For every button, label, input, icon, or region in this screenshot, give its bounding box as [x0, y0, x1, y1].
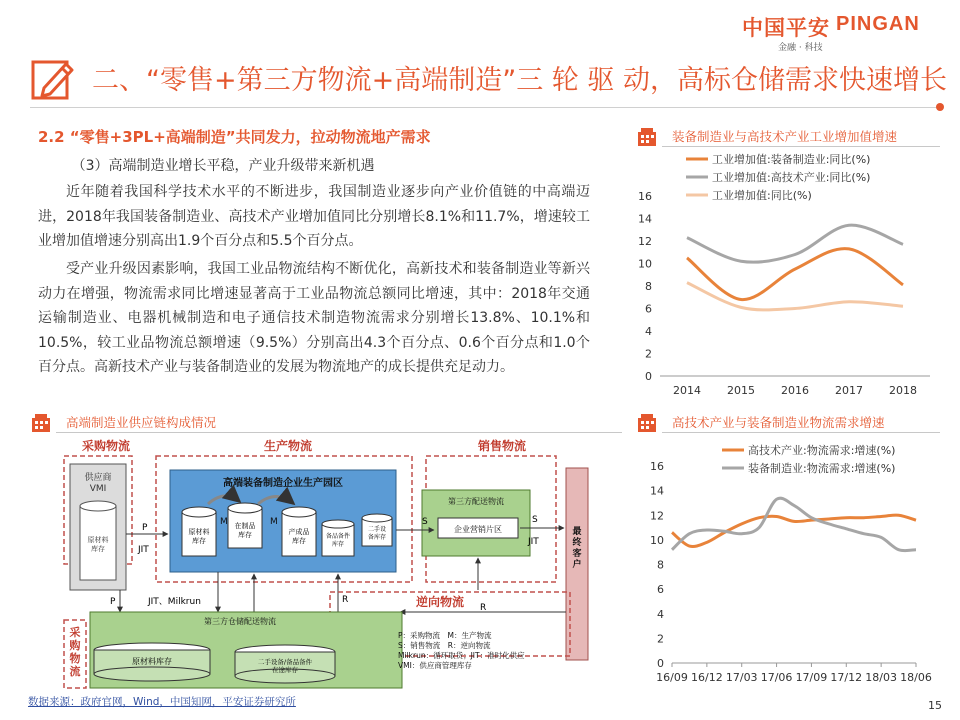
building-icon — [636, 126, 658, 148]
diagram-legend-line-1: P：采购物流 M：生产物流 — [398, 631, 492, 640]
warehouse-stock-raw — [94, 643, 210, 681]
page-number: 15 — [928, 699, 942, 712]
flow-jit1: JIT — [138, 545, 149, 555]
svg-text:产成品库存: 产成品库存 — [288, 528, 310, 545]
paragraph-2: 受产业升级因素影响，我国工业品物流结构不断优化，高新技术和装备制造业等新兴动力在增强，物流需求同比增速显著高于工业品物流总额同比增速，其中：2018年交通运输制造业、电器机械制造和电子通信技术制造物流需求分别增长13.8%、10.1%和10.5%，较工业品物流总额增速（9.5%）分别高出4.3个百分点、0.6个百分点和1.0个百分点。高新技术产业与装备制造业的发展为物流地产的成长提供充足动力。 — [38, 261, 590, 375]
y-tick-label: 6 — [657, 583, 664, 597]
procurement-label: 采购物流 — [82, 439, 131, 453]
section-heading: 2.2 “零售+3PL+高端制造”共同发力，拉动物流地产需求 — [38, 128, 431, 146]
y-tick-label: 16 — [650, 460, 664, 473]
supplier-label: 供应商 VMI — [84, 473, 112, 494]
x-tick-label: 18/06 — [900, 671, 932, 684]
final-customer-label: 最终客户 — [572, 527, 582, 570]
chart-bottom — [630, 438, 940, 690]
x-tick-label: 16/09 — [656, 671, 688, 684]
sales-label: 销售物流 — [478, 439, 527, 453]
y-tick-label: 2 — [645, 347, 652, 361]
building-icon — [30, 412, 52, 434]
flow-m2: M — [270, 517, 278, 527]
y-tick-label: 6 — [645, 302, 652, 316]
y-tick-label: 10 — [650, 533, 664, 547]
diagram-legend-line-4: VMI：供应商管理库存 — [398, 661, 472, 670]
data-source: 数据来源：政府官网，Wind，中国知网，平安证券研究所 — [28, 696, 296, 708]
diagram-title: 高端制造业供应链构成情况 — [66, 415, 217, 430]
y-tick-label: 10 — [638, 257, 652, 271]
y-tick-label: 0 — [645, 370, 652, 383]
y-tick-label: 4 — [657, 607, 664, 621]
flow-r1: R — [342, 595, 349, 605]
page-title: 二、“零售+第三方物流+高端制造”三 轮 驱 动，高标仓储需求快速增长 — [92, 65, 947, 96]
reverse-label: 逆向物流 — [416, 595, 465, 609]
title-divider — [30, 107, 940, 108]
svg-text:二手设备库存: 二手设备库存 — [367, 526, 387, 541]
svg-text:二手设备/备品备件在途库存: 二手设备/备品备件在途库存 — [257, 658, 313, 674]
diagram-legend-line-3: Milkrun：循环取货；JIT：准时化供应 — [398, 651, 525, 660]
x-tick-label: 2015 — [727, 384, 755, 397]
brand-logo-cn: 中国平安 — [742, 16, 830, 40]
chart-top-title: 装备制造业与高技术产业工业增加值增速 — [672, 129, 898, 144]
x-tick-label: 2017 — [835, 384, 863, 397]
paragraph-1: 近年随着我国科学技术水平的不断进步，我国制造业逐步向产业价值链的中高端迈进，2018年我国装备制造业、高技术产业增加值同比分别增长8.1%和11.7%，增速较工业增加值增速分别高出1.9个百分点和5.5个百分点。 — [38, 184, 590, 249]
flow-s1: S — [422, 517, 428, 527]
warehouse-stock-spare — [235, 645, 335, 683]
flow-jit-milkrun: JIT、Milkrun — [148, 597, 201, 607]
legend-label: 工业增加值:同比(%) — [712, 189, 812, 202]
x-tick-label: 2014 — [673, 384, 701, 397]
legend-label: 工业增加值:高技术产业:同比(%) — [712, 171, 871, 184]
third-party-dist-label: 第三方配送物流 — [448, 497, 504, 506]
y-tick-label: 8 — [657, 558, 664, 572]
chart-bottom-header — [636, 412, 940, 434]
legend-label: 装备制造业:物流需求:增速(%) — [748, 462, 896, 475]
chart-top — [630, 150, 940, 404]
park-title: 高端装备制造企业生产园区 — [223, 478, 343, 489]
x-tick-label: 2018 — [889, 384, 917, 397]
x-tick-label: 17/09 — [795, 671, 828, 684]
x-tick-label: 17/03 — [725, 671, 758, 684]
x-tick-label: 2016 — [781, 384, 809, 397]
y-tick-label: 14 — [650, 484, 664, 498]
chart-top-header — [636, 126, 940, 148]
flow-s2: S — [532, 515, 538, 525]
y-tick-label: 16 — [638, 190, 652, 203]
supplier-raw-stock: 原材料库存 — [87, 536, 109, 553]
y-tick-label: 14 — [638, 212, 652, 226]
warehouse-raw-label: 原材料库存 — [132, 657, 172, 666]
brand-tagline: 金融 · 科技 — [778, 43, 823, 53]
diagram-legend-line-2: S：销售物流 R：逆向物流 — [398, 641, 491, 650]
flow-m1: M — [220, 517, 228, 527]
flow-p: P — [142, 523, 148, 533]
flow-jit2: JIT — [528, 537, 539, 547]
flow-r2: R — [480, 603, 487, 613]
title-divider-dot — [936, 103, 944, 111]
series-line-0 — [687, 249, 903, 300]
warehouse-label: 第三方仓储配送物流 — [204, 617, 276, 626]
procure-vert-label: 采购物流 — [69, 626, 81, 678]
legend-label: 工业增加值:装备制造业:同比(%) — [712, 153, 871, 166]
y-tick-label: 0 — [657, 657, 664, 670]
supply-chain-diagram — [30, 434, 596, 690]
svg-text:在制品库存: 在制品库存 — [234, 522, 256, 539]
x-tick-label: 16/12 — [691, 671, 723, 684]
x-tick-label: 17/12 — [830, 671, 863, 684]
diagram-legend — [398, 630, 525, 670]
svg-text:备品备件库存: 备品备件库存 — [325, 533, 351, 548]
y-tick-label: 12 — [650, 509, 664, 523]
sales-zone-label: 企业营销片区 — [454, 525, 502, 534]
series-line-1 — [687, 225, 903, 262]
y-tick-label: 8 — [645, 280, 652, 293]
y-tick-label: 4 — [645, 325, 652, 338]
diagram-header — [30, 412, 622, 434]
brand-logo-en: PINGAN — [836, 13, 920, 35]
section-subheading: （3）高端制造业增长平稳，产业升级带来新机遇 — [71, 158, 375, 174]
legend-label: 高技术产业:物流需求:增速(%) — [748, 444, 896, 457]
pencil-icon — [30, 56, 78, 104]
x-tick-label: 18/03 — [865, 671, 897, 684]
y-tick-label: 12 — [638, 235, 652, 248]
x-tick-label: 17/06 — [760, 671, 793, 684]
building-icon — [636, 412, 658, 434]
chart-bottom-title: 高技术产业与装备制造业物流需求增速 — [672, 415, 885, 430]
flow-p2: P — [110, 597, 116, 607]
svg-text:原材料库存: 原材料库存 — [188, 528, 210, 545]
y-tick-label: 2 — [657, 632, 664, 646]
production-label: 生产物流 — [264, 439, 313, 453]
